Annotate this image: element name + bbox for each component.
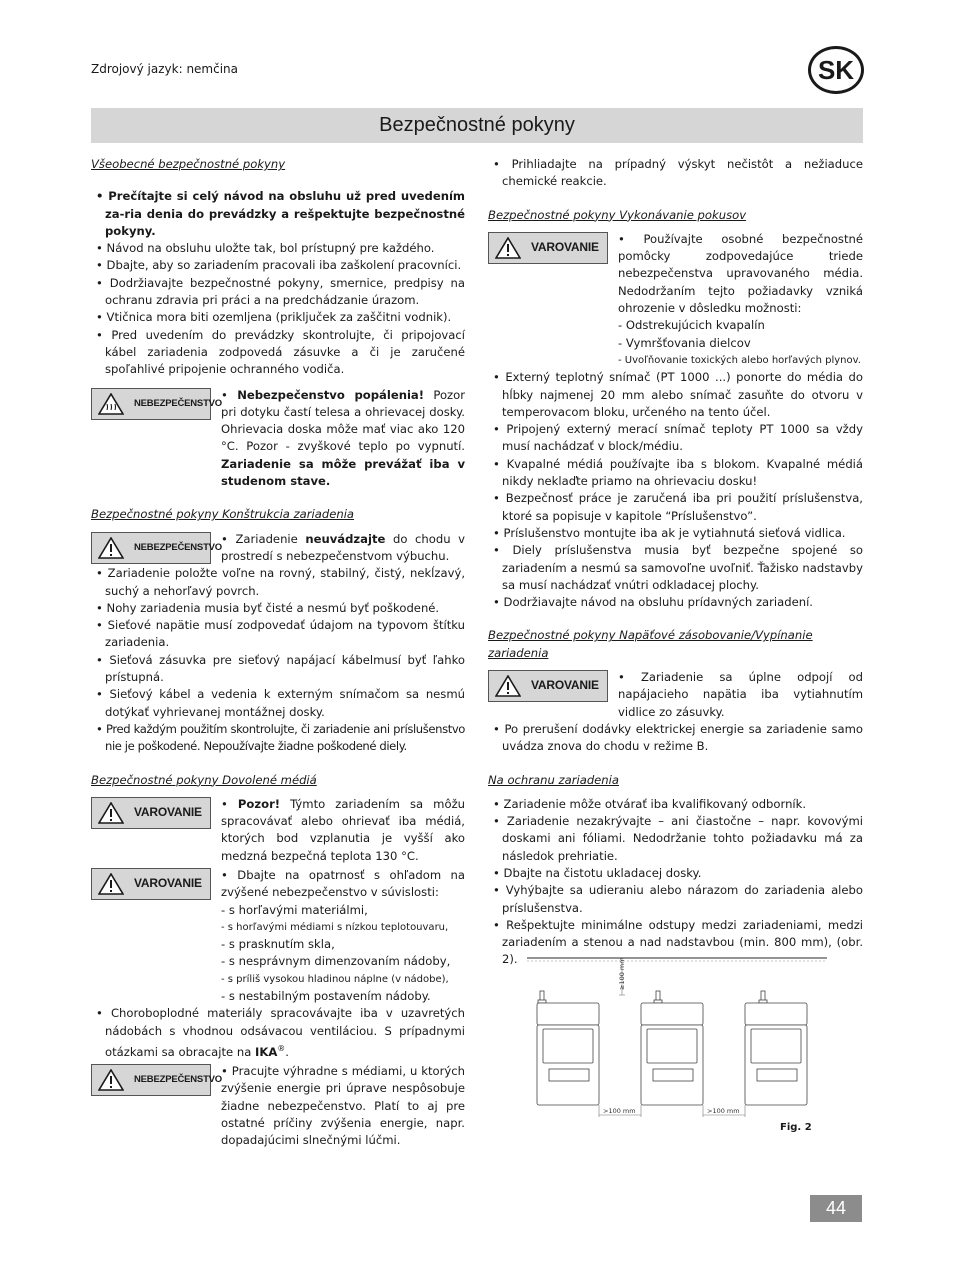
hazard-list-item: - s prasknutím skla, — [221, 937, 335, 952]
warning-triangle-icon — [495, 237, 521, 259]
dimension-label-left: >100 mm — [603, 1107, 636, 1115]
list-item: • Sieťové napätie musí zodpovedať údajom na typovom štítku zariadenia. — [91, 617, 465, 652]
warning-label: VAROVANIE — [134, 876, 202, 891]
warning-notice-ppe — [488, 231, 863, 369]
list-item: • Vtičnica mora biti ozemljena (priključek za zaščitni vodnik). — [91, 309, 465, 326]
dimension-label-right: >100 mm — [707, 1107, 740, 1115]
list-item: • Návod na obsluhu uložte tak, bol prístupný pre každého. — [91, 240, 465, 257]
list-item: • Pred uvedením do prevádzky skontrolujte, či pripojovací kábel zariadenia zodpovedá zásuvke a či je zaručené spoľahlivé pripojenie ochranného vodiča. — [91, 327, 465, 379]
warning-notice-flashpoint — [91, 796, 465, 865]
list-item: • Príslušenstvo montujte iba ak je vytiahnutá sieťová vidlica. — [488, 525, 863, 542]
device-illustration — [641, 991, 703, 1105]
hazard-list-item: - s nesprávnym dimenzovaním nádoby, — [221, 954, 451, 969]
source-language-note: Zdrojový jazyk: nemčina — [91, 62, 239, 76]
list-item: • Bezpečnosť práce je zaručená iba pri použití príslušenstva, ktoré sa popisuje v kapitole “Príslušenstvo”. — [488, 490, 863, 525]
list-item: • Zariadenie nezakrývajte – ani čiastočne – napr. kovovými doskami ani fóliami. Nedodržanie tohto požiadavku má za následok prehriatie. — [488, 813, 863, 865]
list-item: • Pred každým použitím skontrolujte, či zariadenie ani príslušenstvo nie je poškodené. Nepoužívajte žiadne poškodené diely. — [91, 721, 465, 756]
warning-text: • Používajte osobné bezpečnostné pomôcky zodpovedajúce triede nebezpečenstva upravovaného média. Nedodržaním tejto požiadavky vzniká ohrozenie v dôsledku možnosti: - Odstrekujúcich kvapalín - Vymršťovania dielcov - Uvoľňovanie toxických alebo horľavých plynov. — [618, 231, 863, 369]
list-item: • Prihliadajte na prípadný výskyt nečistôt a nežiaduce chemické reakcie. — [488, 156, 863, 191]
hazard-list-item: - Odstrekujúcich kvapalín — [618, 318, 765, 333]
left-column — [91, 156, 465, 1150]
list-item: • Zariadenie položte voľne na rovný, stabilný, čistý, nekĺzavý, suchý a nehorľavý povrch. — [91, 565, 465, 600]
danger-notice-burn — [91, 387, 465, 491]
right-column — [488, 156, 863, 969]
section-heading-power: Bezpečnostné pokyny Napäťové zásobovanie/Vypínanie zariadenia — [488, 628, 813, 660]
danger-label: NEBEZPEČENSTVO — [134, 1074, 222, 1086]
warning-label: VAROVANIE — [531, 240, 599, 255]
section-heading-experiments: Bezpečnostné pokyny Vykonávanie pokusov — [488, 207, 747, 222]
danger-label-box — [91, 388, 222, 420]
hazard-list-item: - s horľavými materiálmi, — [221, 902, 368, 917]
danger-label: NEBEZPEČENSTVO — [134, 397, 222, 409]
hazard-list-item: - Uvoľňovanie toxických alebo horľavých plynov. — [618, 354, 861, 366]
warning-triangle-icon — [98, 873, 124, 895]
list-item: • Pripojený externý merací snímač teploty PT 1000 sa vždy musí nachádzať v block/médiu. — [488, 421, 863, 456]
spacing-diagram — [527, 955, 827, 1135]
warning-triangle-icon — [98, 537, 124, 559]
brand-name: IKA — [255, 1044, 278, 1059]
warning-text: • Zariadenie sa úplne odpojí od napájacieho napätia iba vytiahnutím vidlice zo zásuvky. — [618, 670, 863, 719]
list-item: • Dodržiavajte návod na obsluhu prídavných zariadení. — [488, 594, 863, 611]
warning-label: VAROVANIE — [134, 805, 202, 820]
language-badge: SK — [808, 46, 864, 94]
hazard-list-item: - s horľavými médiami s nízkou teplotouvaru, — [221, 921, 449, 933]
warning-label-box — [91, 868, 211, 900]
danger-label-box — [91, 532, 222, 564]
section-heading-media: Bezpečnostné pokyny Dovolené médiá — [91, 772, 317, 787]
list-item: • Externý teplotný snímač (PT 1000 ...) ponorte do média do hĺbky najmenej 20 mm alebo snímač zasuňte do otvoru v temperovacom bloku, určeného na tento účel. — [488, 369, 863, 421]
list-item: • Dodržiavajte bezpečnostné pokyny, smernice, predpisy na ochranu zdravia pri práci a na predchádzanie úrazom. — [91, 275, 465, 310]
section-heading-protection: Na ochranu zariadenia — [488, 772, 619, 787]
page-number: 44 — [810, 1195, 862, 1222]
danger-notice-energy — [91, 1063, 465, 1149]
section-heading-general: Všeobecné bezpečnostné pokyny — [91, 157, 286, 171]
list-item: • Sieťová zásuvka pre sieťový napájací kábelmusí byť ľahko prístupná. — [91, 652, 465, 687]
list-item: • Choroboplodné materiály spracovávajte iba v uzavretých nádobách s vhodnou odsávacou ventiláciou. S prípadnymi otázkami sa obracajte na IKA®. — [91, 1005, 465, 1061]
list-item: • Vyhýbajte sa udieraniu alebo nárazom do zariadenia alebo príslušenstva. — [488, 882, 863, 917]
list-item: • Prečítajte si celý návod na obsluhu už pred uvedením za-ria denia do prevádzky a rešpektujte bezpečnostné pokyny. — [91, 188, 465, 240]
device-illustration — [537, 991, 599, 1105]
warning-triangle-icon — [98, 802, 124, 824]
figure-caption: Fig. 2 — [780, 1122, 812, 1133]
list-item: • Nohy zariadenia musia byť čisté a nesmú byť poškodené. — [91, 600, 465, 617]
warning-label-box — [488, 232, 608, 264]
danger-text: • Nebezpečenstvo popálenia! Pozor pri dotyku častí telesa a ohrievacej dosky. Ohrievacia doska môže mať viac ako 120 °C. Pozor - zvyškové teplo po vypnutí. Zariadenie sa môže prevážať iba v studenom stave. — [221, 387, 465, 489]
danger-label: NEBEZPEČENSTVO — [134, 541, 222, 553]
hazard-list-item: - Vymršťovania dielcov — [618, 335, 751, 350]
warning-label-box — [91, 797, 211, 829]
list-item: • Dbajte, aby so zariadením pracovali iba zaškolení pracovníci. — [91, 257, 465, 274]
warning-notice-power — [488, 669, 863, 721]
danger-text: • Zariadenie neuvádzajte do chodu v prostredí s nebezpečenstvom výbuchu. — [221, 531, 465, 563]
danger-label-box — [91, 1064, 222, 1096]
danger-notice-explosion — [91, 531, 465, 566]
warning-notice-hazards — [91, 867, 465, 1005]
list-item: • Dbajte na čistotu ukladacej dosky. — [488, 865, 863, 882]
device-illustration — [745, 991, 807, 1105]
warning-label: VAROVANIE — [531, 678, 599, 693]
warning-triangle-icon — [98, 1069, 124, 1091]
warning-label-box — [488, 670, 608, 702]
warning-text: • Dbajte na opatrnosť s ohľadom na zvýšené nebezpečenstvo v súvislosti: - s horľavými materiálmi, - s horľavými médiami s nízkou teplotouvaru, - s prasknutím skla, - s nesprávnym dimenzovaním nádoby, - s príliš vysokou hladinou náplne (v nádobe), - s nestabilným postavením nádoby. — [221, 867, 465, 1005]
page-title: Bezpečnostné pokyny — [91, 108, 863, 143]
list-item: • Zariadenie môže otvárať iba kvalifikovaný odborník. — [488, 796, 863, 813]
warning-text: • Pozor! Týmto zariadením sa môžu spracovávať alebo ohrievať iba médiá, ktorých bod vzplanutia je vyšší ako medzná bezpečná teplota 130 °C. — [221, 796, 465, 863]
list-item: • Sieťový kábel a vedenia k externým snímačom sa nesmú dotýkať vyhrievanej montážnej dosky. — [91, 686, 465, 721]
list-item: • Kvapalné médiá používajte iba s blokom. Kvapalné médiá nikdy neklaďte priamo na ohrievaciu dosku! — [488, 456, 863, 491]
section-heading-construction: Bezpečnostné pokyny Konštrukcia zariadenia — [91, 507, 355, 522]
hazard-list-item: - s nestabilným postavením nádoby. — [221, 989, 431, 1004]
warning-triangle-icon — [495, 675, 521, 697]
hot-surface-warning-icon — [98, 393, 124, 415]
list-item: • Po prerušení dodávky elektrickej energie sa zariadenie samo uvádza znova do chodu v režime B. — [488, 721, 863, 756]
list-item: • Rešpektujte minimálne odstupy medzi zariadeniami, medzi zariadením a stenou a nad nadstavbou (min. 800 mm), (obr. 2). — [488, 917, 863, 969]
hazard-list-item: - s príliš vysokou hladinou náplne (v nádobe), — [221, 973, 449, 985]
dimension-label-top: ≥100 mm — [618, 957, 626, 990]
list-item: • Diely príslušenstva musia byť bezpečne spojené so zariadením a nesmú sa samovoľne uvoľniť. Ťažisko nadstavby sa musí nachádzať vnútri odkladacej plochy. — [488, 542, 863, 594]
danger-text: • Pracujte výhradne s médiami, u ktorých zvýšenie energie pri úprave nespôsobuje žiadne nebezpečenstvo. Platí to aj pre ostatné príčiny zvýšenia energie, napr. dopadajúcimi slnečnými lúčmi. — [221, 1064, 465, 1148]
